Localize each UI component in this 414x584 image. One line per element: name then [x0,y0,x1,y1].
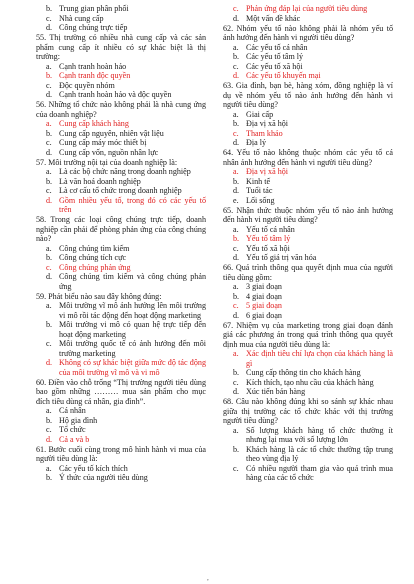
option-text: Tổ chức [59,425,86,434]
option-letter: c. [46,186,52,195]
option-letter: a. [233,167,239,176]
question-stem [36,378,206,407]
option-letter: b. [46,473,53,482]
question-text: Thị trường có nhiều nhà cung cấp và các sản phẩm cung cấp ít nhiều có sự khác biệt là thị trường: [36,33,206,61]
question-61 [36,445,206,483]
answer-option [233,225,393,235]
answer-option [46,272,206,291]
option-text: Cung cấp thông tin cho khách hàng [246,368,361,377]
answer-option [233,445,393,464]
option-text: Cạnh tranh hoàn hảo [59,61,127,71]
question-number: 61. [36,444,47,454]
option-letter: d. [46,90,53,99]
option-letter: d. [46,23,53,32]
answer-option [46,4,206,14]
option-letter: c. [233,128,239,138]
option-text: Tuổi tác [246,186,273,195]
option-letter: a. [233,109,239,119]
option-text: Các yếu tố xã hội [246,61,303,71]
option-letter: d. [233,71,240,80]
option-text: Là văn hoá doanh nghiệp [59,176,141,186]
option-letter: b. [233,368,240,377]
question-stem [223,81,393,110]
option-letter: e. [233,195,239,205]
option-text: Cá nhân [59,406,86,415]
question-number: 65. [223,205,234,215]
answer-option [46,14,206,24]
question-stem [223,321,393,350]
question-number: 59. [36,291,47,301]
option-letter: d. [46,195,53,205]
option-text: Công chúng tìm kiếm và công chúng phản ứng [59,272,206,291]
answer-option-correct [46,119,206,129]
answer-option [46,62,206,72]
option-text: Yếu tố tâm lý [246,234,291,243]
option-text: Tham khảo [246,128,283,138]
question-stem [36,445,206,464]
answer-option [46,244,206,254]
option-text: Trung gian phân phối [59,4,129,13]
option-text: 5 giai đoạn [246,301,282,310]
option-letter: b. [46,176,53,186]
option-text: 4 giai đoạn [246,291,282,301]
answer-option [233,311,393,321]
answer-option [46,138,206,148]
answer-option [46,129,206,139]
question-stem [36,33,206,62]
answer-option [233,282,393,292]
answer-option [46,320,206,339]
option-text: Công chúng tìm kiếm [59,243,130,253]
question-stem [223,206,393,225]
answer-option-correct [46,358,206,377]
option-letter: c. [233,301,239,310]
option-letter: a. [233,224,239,234]
option-text: 3 giai đoạn [246,282,282,291]
answer-option [233,368,393,378]
answer-option [46,90,206,100]
answer-option [233,426,393,445]
question-stem [36,215,206,244]
option-letter: d. [46,147,53,157]
answer-option-correct [233,167,393,177]
option-letter: d. [46,272,53,281]
question-number: 56. [36,100,47,109]
option-letter: c. [46,339,52,348]
question-60 [36,378,206,445]
option-text: Kích thích, tạo nhu cầu của khách hàng [246,377,374,387]
option-text: Cạnh tranh hoàn hảo và độc quyền [59,90,172,99]
option-text: Yếu tố giá trị văn hóa [246,253,317,262]
option-letter: a. [46,119,52,128]
answer-option [233,292,393,302]
question-text: Quá trình thông qua quyết định mua của người tiêu dùng gồm: [223,263,393,282]
question-text: Trong các loại công chúng trực tiếp, doanh nghiệp cần phải để phòng phản ứng của công chúng nào? [36,215,206,243]
option-text: Yếu tố cá nhân [246,224,295,234]
question-text: Nhóm yếu tố nào không phải là nhóm yếu tố ảnh hưởng đến hành vi người tiêu dùng? [223,23,393,42]
option-text: Các yếu tố tâm lý [246,52,304,61]
option-letter: d. [233,13,240,23]
answer-option [233,119,393,129]
option-letter: d. [233,253,240,262]
option-letter: a. [233,425,239,435]
answer-option [233,110,393,120]
option-text: Không có sự khác biệt giữa mức độ tác động của môi trường vĩ mô và vi mô [59,358,206,377]
option-text: Cung cấp khách hàng [59,119,129,128]
answer-option-correct [233,129,393,139]
option-text: Công chúng phản ứng [59,262,131,272]
question-number: 55. [36,33,47,42]
option-text: Công chúng tích cực [59,253,127,262]
question-stem [223,397,393,426]
question-67 [223,321,393,397]
answer-option [46,425,206,435]
question-number: 66. [223,263,234,272]
answer-option [233,464,393,483]
option-text: Môi trường quốc tế có ảnh hưởng đến môi trường marketing [59,339,206,358]
answer-option-correct [46,71,206,81]
question-text: Nhận thức thuộc nhóm yếu tố nào ảnh hưởng đến hành vi người tiêu dùng? [223,205,393,224]
question-stem [36,100,206,119]
answer-option [233,52,393,62]
option-letter: b. [46,320,53,329]
option-letter: b. [46,253,53,262]
option-text: Xác định tiêu chí lựa chọn của khách hàng là gì [246,349,393,368]
option-text: Là các bộ chức năng trong doanh nghiệp [59,167,191,176]
question-text: Nhiệm vụ của marketing trong giai đoạn đánh giá các phương án trong quá trình thông qua quyết định mua của người tiêu dùng là: [223,320,393,349]
option-letter: c. [233,243,239,253]
option-letter: d. [233,138,240,147]
option-text: Cung cấp máy móc thiết bị [59,138,147,147]
answer-option [46,148,206,158]
option-text: Gồm nhiều yếu tố, trong đó có các yếu tố trên [59,195,206,214]
option-text: Địa vị xã hội [246,167,289,176]
question-55 [36,33,206,100]
answer-option [233,186,393,196]
option-text: Cung cấp vốn, nguồn nhân lực [59,147,159,157]
question-63 [223,81,393,148]
answer-option [233,378,393,388]
answer-option [46,473,206,483]
option-letter: d. [46,434,53,444]
option-letter: c. [46,425,52,434]
answer-option [233,177,393,187]
option-text: Có nhiều người tham gia vào quá trình mua hàng của các tổ chức [246,463,393,482]
question-62 [223,24,393,81]
question-text: Những tổ chức nào không phải là nhà cung ứng của doanh nghiệp? [36,100,206,119]
question-65 [223,206,393,263]
question-56 [36,100,206,157]
option-letter: b. [233,234,240,243]
answer-option [233,196,393,206]
answer-option [46,253,206,263]
option-letter: b. [233,291,240,301]
question-number: 67. [223,320,234,330]
question-66 [223,263,393,320]
option-letter: b. [233,119,240,128]
option-letter: c. [233,61,239,71]
answer-option [46,167,206,177]
answer-option [233,14,393,24]
question-68 [223,397,393,483]
option-letter: b. [233,444,240,454]
option-letter: c. [46,262,52,272]
right-column [223,4,393,483]
question-64 [223,148,393,205]
answer-option [46,339,206,358]
option-text: Ý thức của người tiêu dùng [59,473,148,482]
answer-option-correct [233,349,393,368]
option-text: Xúc tiến bán hàng [246,387,306,396]
option-text: Địa lý [246,138,267,147]
option-letter: a. [233,282,239,291]
answer-option-correct [46,263,206,273]
option-text: Cạnh tranh độc quyền [59,71,131,80]
option-text: Nhà cung cấp [59,13,104,23]
answer-option [46,416,206,426]
answer-option-correct [233,301,393,311]
option-letter: d. [233,310,240,320]
question-stem [223,263,393,282]
question-stem [36,292,206,302]
question-number: 60. [36,377,47,387]
answer-option [233,244,393,254]
option-text: Cung cấp nguyên, nhiên vật liệu [59,128,164,138]
question-stem [36,158,206,168]
option-text: Cả a và b [59,434,90,444]
question-number: 58. [36,215,47,224]
question-continuation [36,4,206,33]
option-text: Yếu tố xã hội [246,243,290,253]
answer-option-correct [46,196,206,215]
question-58 [36,215,206,291]
option-letter: a. [46,61,52,71]
option-text: Một vấn đề khác [246,13,301,23]
option-text: Khách hàng là các tổ chức thường tập trung theo vùng địa lý [246,444,393,463]
option-letter: b. [46,415,53,425]
question-57 [36,158,206,215]
answer-option [46,186,206,196]
question-text: Bước cuối cùng trong mô hình hành vi mua của người tiêu dùng là: [36,444,206,463]
answer-option [233,62,393,72]
option-letter: a. [46,406,52,415]
option-letter: b. [46,128,53,138]
answer-option [46,301,206,320]
option-text: Phản ứng đáp lại của người tiêu dùng [246,4,368,13]
option-letter: b. [233,52,240,61]
question-number: 62. [223,23,234,33]
question-number: 68. [223,397,234,406]
option-letter: d. [233,186,240,195]
option-text: Lối sống [246,195,275,205]
question-number: 64. [223,148,234,157]
option-letter: a. [46,167,52,176]
option-letter: b. [46,71,53,80]
left-column [36,4,206,483]
answer-option-correct [233,234,393,244]
option-letter: c. [233,463,239,473]
question-text: Môi trường nội tại của doanh nghiệp là: [48,157,178,167]
option-letter: d. [46,358,53,367]
answer-option [233,387,393,397]
option-text: Số lượng khách hàng tổ chức thường ít nhưng lại mua với số lượng lớn [246,425,393,444]
option-text: Công chúng trực tiếp [59,23,128,32]
question-text: Phát biểu nào sau đây không đúng: [48,291,162,301]
option-letter: d. [233,387,240,396]
question-continuation [223,4,393,23]
answer-option-correct [233,71,393,81]
option-text: Các yếu tố khuyến mại [246,71,321,80]
question-number: 63. [223,81,234,90]
option-letter: c. [233,4,239,13]
question-stem [223,148,393,167]
option-letter: b. [233,176,240,186]
option-letter: a. [46,301,52,310]
option-text: Môi trường vĩ mô ảnh hưởng lên môi trường vi mô rồi tác động đến hoạt động marketing [59,301,206,320]
option-letter: c. [46,80,52,90]
answer-option [46,81,206,91]
option-text: Độc quyền nhóm [59,80,115,90]
answer-option [233,253,393,263]
answer-option [46,177,206,187]
question-text: Gia đình, bạn bè, hàng xóm, đồng nghiệp là ví dụ về nhóm yếu tố nào ảnh hưởng đến hành vi người tiêu dùng? [223,81,393,109]
answer-option [46,23,206,33]
answer-option [46,464,206,474]
option-letter: c. [46,13,52,23]
option-letter: a. [233,42,239,52]
option-letter: c. [233,377,239,387]
option-text: 6 giai đoạn [246,310,282,320]
answer-option-correct [46,435,206,445]
option-letter: b. [46,4,53,13]
answer-option-correct [233,4,393,14]
answer-option [233,138,393,148]
question-text: Yếu tố nào không thuộc nhóm các yếu tố cá nhân ảnh hưởng đến hành vi người tiêu dùng? [223,148,393,167]
page-mark: , [207,574,209,582]
option-text: Môi trường vi mô có quan hệ trực tiếp đến hoạt động marketing [59,320,206,339]
option-text: Các yếu tố kích thích [59,463,128,473]
question-stem [223,24,393,43]
option-text: Địa vị xã hội [246,119,289,128]
option-text: Các yếu tố cá nhân [246,42,308,52]
option-text: Hộ gia đình [59,415,98,425]
option-text: Giai cấp [246,109,274,119]
answer-option [233,43,393,53]
question-text: Điền vào chỗ trống “Thị trường người tiêu dùng bao gồm những ……… mua sản phẩm cho mục đích tiêu dùng cá nhân, gia đình”. [36,377,206,406]
option-letter: a. [46,243,52,253]
option-text: Là cơ cấu tổ chức trong doanh nghiệp [59,186,182,195]
option-letter: a. [46,463,52,473]
option-letter: c. [46,138,52,147]
option-text: Kinh tế [246,176,271,186]
question-text: Câu nào không đúng khi so sánh sự khác nhau giữa thị trường các tổ chức khác với thị trường người tiêu dùng? [223,397,393,425]
question-59 [36,292,206,378]
question-number: 57. [36,157,47,167]
option-letter: a. [233,349,239,358]
answer-option [46,406,206,416]
